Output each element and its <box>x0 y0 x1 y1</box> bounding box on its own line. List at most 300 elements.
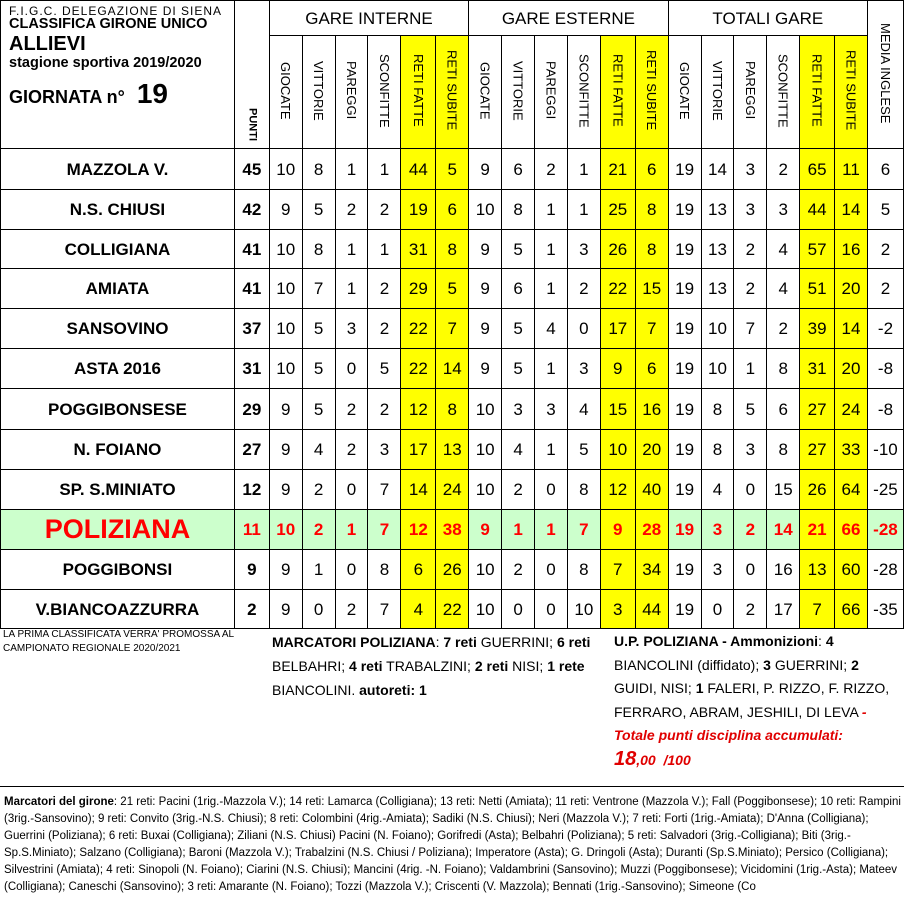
team-name: V.BIANCOAZZURRA <box>1 590 235 629</box>
away-stat-cell: 8 <box>635 190 668 230</box>
tot-stat-cell: 13 <box>701 269 734 309</box>
media-inglese-cell: -35 <box>867 590 903 629</box>
tot-stat-cell: 2 <box>734 510 767 550</box>
home-stat-cell: 29 <box>401 269 436 309</box>
home-stat-cell: 7 <box>368 470 401 510</box>
league-scorers: Marcatori del girone: 21 reti: Pacini (1rig.-Mazzola V.); 14 reti: Lamarca (Colligiana); 13 reti: Netti (Amiata); 11 reti: Ventrone (Mazzola V.); Fall (Poggibonsese); 10 reti: Rampini (3rig.-Sansovino); 9 reti: Convito (3rig.-N.S. Chiusi); 8 reti: Colombini (4rig.-Amiata); Sadiki (N.S. Chiusi); Neri (Mazzola V.); 7 reti: Forti (1rig.-Amiata); D'Anna (Colligiana); Guerrini (Poliziana); 6 reti: Buxai (Colligiana); Ziliani (N.S. Chiusi) Pacini (N. Foiano); Gorifredi (Asta); Belbahri (Poliziana); 5 reti: Salvadori (3rig.-Colligiana); Biti (3rig.-Sp.S.Miniato); Salzano (Colligiana); Baroni (Mazzola V.); Trabalzini (N.S. Chiusi / Poliziana); Imperatore (Asta); G. Dringoli (Asta); Duranti (Sp.S.Miniato); Persico (Colligiana); Silvestrini (Amiata); 4 reti: Sinopoli (N. Foiano); Ciarini (N.S. Chiusi); Mancini (4rig. -N. Foiano); Valdambrini (Sansovino); Muzzi (Poggibonsese); Vicidomini (1rig.-Asta); Mateev (Colligiana); Caneschi (Sansovino); 3 reti: Amarante (N. Foiano); Tozzi (Mazzola V.); Criscenti (V. Mazzola); Bennati (1rig.-Sansovino); Simeone (Co <box>4 796 901 893</box>
away-stat-cell: 0 <box>502 590 535 629</box>
home-stat-cell: 0 <box>335 550 368 590</box>
away-stat-cell: 9 <box>600 349 635 389</box>
home-stat-cell: 9 <box>269 590 302 629</box>
away-stat-cell: 25 <box>600 190 635 230</box>
media-inglese-cell: -28 <box>867 550 903 590</box>
away-stat-cell: 5 <box>502 349 535 389</box>
col-header-esterne-vittorie: VITTORIE <box>502 36 535 149</box>
table-row <box>1 389 904 430</box>
away-stat-cell: 5 <box>502 309 535 349</box>
home-stat-cell: 1 <box>335 230 368 269</box>
tot-stat-cell: 3 <box>701 510 734 550</box>
team-name: POLIZIANA <box>1 510 235 550</box>
home-stat-cell: 14 <box>436 349 469 389</box>
tot-stat-cell: 2 <box>767 149 800 190</box>
home-stat-cell: 7 <box>368 590 401 629</box>
away-stat-cell: 4 <box>535 309 568 349</box>
col-header-interne-sconfitte: SCONFITTE <box>368 36 401 149</box>
home-stat-cell: 38 <box>436 510 469 550</box>
col-header-totali-pareggi: PAREGGI <box>734 36 767 149</box>
away-stat-cell: 21 <box>600 149 635 190</box>
tot-stat-cell: 33 <box>835 430 868 470</box>
tot-stat-cell: 20 <box>835 349 868 389</box>
tot-stat-cell: 26 <box>800 470 835 510</box>
away-stat-cell: 0 <box>535 550 568 590</box>
home-stat-cell: 1 <box>368 230 401 269</box>
tot-stat-cell: 16 <box>835 230 868 269</box>
group-gare-esterne: GARE ESTERNE <box>469 1 668 36</box>
media-inglese-cell: 6 <box>867 149 903 190</box>
table-row <box>1 430 904 470</box>
tot-stat-cell: 19 <box>668 149 701 190</box>
tot-stat-cell: 13 <box>800 550 835 590</box>
home-stat-cell: 5 <box>436 269 469 309</box>
away-stat-cell: 1 <box>535 349 568 389</box>
away-stat-cell: 9 <box>469 510 502 550</box>
home-stat-cell: 6 <box>436 190 469 230</box>
media-inglese-cell: -28 <box>867 510 903 550</box>
home-stat-cell: 44 <box>401 149 436 190</box>
tot-stat-cell: 66 <box>835 590 868 629</box>
away-stat-cell: 3 <box>567 230 600 269</box>
away-stat-cell: 9 <box>469 349 502 389</box>
home-stat-cell: 8 <box>436 230 469 269</box>
team-points: 27 <box>234 430 269 470</box>
home-stat-cell: 10 <box>269 269 302 309</box>
team-name: AMIATA <box>1 269 235 309</box>
tot-stat-cell: 2 <box>734 269 767 309</box>
away-stat-cell: 10 <box>567 590 600 629</box>
tot-stat-cell: 65 <box>800 149 835 190</box>
media-inglese-cell: -10 <box>867 430 903 470</box>
away-stat-cell: 34 <box>635 550 668 590</box>
home-stat-cell: 22 <box>401 309 436 349</box>
home-stat-cell: 10 <box>269 510 302 550</box>
team-name: N. FOIANO <box>1 430 235 470</box>
home-stat-cell: 2 <box>368 309 401 349</box>
away-stat-cell: 8 <box>567 550 600 590</box>
home-stat-cell: 8 <box>368 550 401 590</box>
col-header-esterne-sconfitte: SCONFITTE <box>567 36 600 149</box>
home-stat-cell: 2 <box>302 510 335 550</box>
home-stat-cell: 5 <box>302 190 335 230</box>
group-totali-gare: TOTALI GARE <box>668 1 867 36</box>
tot-stat-cell: 5 <box>734 389 767 430</box>
tot-stat-cell: 19 <box>668 470 701 510</box>
home-stat-cell: 9 <box>269 430 302 470</box>
home-stat-cell: 5 <box>302 349 335 389</box>
season-label: stagione sportiva 2019/2020 <box>9 54 202 71</box>
home-stat-cell: 8 <box>302 149 335 190</box>
away-stat-cell: 0 <box>567 309 600 349</box>
team-points: 42 <box>234 190 269 230</box>
tot-stat-cell: 44 <box>800 190 835 230</box>
tot-stat-cell: 8 <box>701 430 734 470</box>
away-stat-cell: 40 <box>635 470 668 510</box>
home-stat-cell: 24 <box>436 470 469 510</box>
tot-stat-cell: 66 <box>835 510 868 550</box>
home-stat-cell: 7 <box>436 309 469 349</box>
home-stat-cell: 3 <box>368 430 401 470</box>
home-stat-cell: 9 <box>269 550 302 590</box>
tot-stat-cell: 3 <box>701 550 734 590</box>
home-stat-cell: 2 <box>302 470 335 510</box>
team-name: ASTA 2016 <box>1 349 235 389</box>
away-stat-cell: 3 <box>567 349 600 389</box>
tot-stat-cell: 60 <box>835 550 868 590</box>
tot-stat-cell: 0 <box>734 550 767 590</box>
tot-stat-cell: 14 <box>835 309 868 349</box>
col-header-totali-reti-subite: RETI SUBITE <box>835 36 868 149</box>
away-stat-cell: 17 <box>600 309 635 349</box>
home-stat-cell: 9 <box>269 190 302 230</box>
tot-stat-cell: 8 <box>701 389 734 430</box>
home-stat-cell: 13 <box>436 430 469 470</box>
col-header-interne-reti-fatte: RETI FATTE <box>401 36 436 149</box>
home-stat-cell: 1 <box>335 510 368 550</box>
team-points: 12 <box>234 470 269 510</box>
col-header-media: MEDIA INGLESE <box>867 1 903 149</box>
away-stat-cell: 2 <box>567 269 600 309</box>
tot-stat-cell: 4 <box>701 470 734 510</box>
home-stat-cell: 8 <box>436 389 469 430</box>
team-name: POGGIBONSESE <box>1 389 235 430</box>
away-stat-cell: 22 <box>600 269 635 309</box>
tot-stat-cell: 13 <box>701 230 734 269</box>
divider <box>0 786 904 787</box>
group-gare-interne: GARE INTERNE <box>269 1 468 36</box>
tot-stat-cell: 11 <box>835 149 868 190</box>
away-stat-cell: 16 <box>635 389 668 430</box>
team-name: MAZZOLA V. <box>1 149 235 190</box>
home-stat-cell: 0 <box>302 590 335 629</box>
home-stat-cell: 6 <box>401 550 436 590</box>
home-stat-cell: 19 <box>401 190 436 230</box>
col-header-totali-reti-fatte: RETI FATTE <box>800 36 835 149</box>
away-stat-cell: 6 <box>635 149 668 190</box>
home-stat-cell: 14 <box>401 470 436 510</box>
tot-stat-cell: 14 <box>767 510 800 550</box>
tot-stat-cell: 19 <box>668 389 701 430</box>
home-stat-cell: 7 <box>368 510 401 550</box>
table-row <box>1 190 904 230</box>
team-points: 9 <box>234 550 269 590</box>
tot-stat-cell: 19 <box>668 230 701 269</box>
away-stat-cell: 7 <box>600 550 635 590</box>
tot-stat-cell: 4 <box>767 230 800 269</box>
promotion-footnote: LA PRIMA CLASSIFICATA VERRA' PROMOSSA AL CAMPIONATO REGIONALE 2020/2021 <box>3 629 234 654</box>
home-stat-cell: 22 <box>436 590 469 629</box>
poliziana-bookings: U.P. POLIZIANA - Ammonizioni: 4 BIANCOLINI (diffidato); 3 GUERRINI; 2 GUIDI, NISI; 1 FALERI, P. RIZZO, F. RIZZO, FERRARO, ABRAM, JESHILI, DI LEVA - Totale punti disciplina accumulati: 18,00 /100 <box>614 633 890 770</box>
media-inglese-cell: 2 <box>867 269 903 309</box>
away-stat-cell: 8 <box>502 190 535 230</box>
home-stat-cell: 10 <box>269 149 302 190</box>
tot-stat-cell: 3 <box>734 430 767 470</box>
away-stat-cell: 9 <box>469 309 502 349</box>
away-stat-cell: 10 <box>469 550 502 590</box>
championship-title: CLASSIFICA GIRONE UNICO <box>9 16 208 32</box>
tot-stat-cell: 6 <box>767 389 800 430</box>
tot-stat-cell: 3 <box>734 149 767 190</box>
tot-stat-cell: 2 <box>767 309 800 349</box>
col-header-interne-vittorie: VITTORIE <box>302 36 335 149</box>
table-row <box>1 510 904 550</box>
media-inglese-cell: 5 <box>867 190 903 230</box>
away-stat-cell: 1 <box>535 430 568 470</box>
tot-stat-cell: 7 <box>734 309 767 349</box>
home-stat-cell: 0 <box>335 349 368 389</box>
away-stat-cell: 1 <box>567 190 600 230</box>
home-stat-cell: 1 <box>335 269 368 309</box>
tot-stat-cell: 14 <box>835 190 868 230</box>
away-stat-cell: 8 <box>567 470 600 510</box>
away-stat-cell: 3 <box>600 590 635 629</box>
away-stat-cell: 15 <box>600 389 635 430</box>
away-stat-cell: 9 <box>469 230 502 269</box>
tot-stat-cell: 3 <box>734 190 767 230</box>
away-stat-cell: 26 <box>600 230 635 269</box>
header-box <box>1 1 235 149</box>
media-inglese-cell: -25 <box>867 470 903 510</box>
tot-stat-cell: 19 <box>668 349 701 389</box>
tot-stat-cell: 7 <box>800 590 835 629</box>
tot-stat-cell: 27 <box>800 389 835 430</box>
away-stat-cell: 5 <box>502 230 535 269</box>
tot-stat-cell: 3 <box>767 190 800 230</box>
media-inglese-cell: 2 <box>867 230 903 269</box>
away-stat-cell: 2 <box>502 550 535 590</box>
away-stat-cell: 3 <box>502 389 535 430</box>
tot-stat-cell: 39 <box>800 309 835 349</box>
away-stat-cell: 15 <box>635 269 668 309</box>
away-stat-cell: 6 <box>635 349 668 389</box>
team-points: 41 <box>234 230 269 269</box>
away-stat-cell: 10 <box>469 190 502 230</box>
giornata-number: 19 <box>136 78 169 109</box>
table-row <box>1 230 904 269</box>
table-row <box>1 349 904 389</box>
home-stat-cell: 7 <box>302 269 335 309</box>
home-stat-cell: 0 <box>335 470 368 510</box>
away-stat-cell: 0 <box>535 590 568 629</box>
home-stat-cell: 10 <box>269 230 302 269</box>
col-header-interne-giocate: GIOCATE <box>269 36 302 149</box>
tot-stat-cell: 19 <box>668 510 701 550</box>
home-stat-cell: 2 <box>368 190 401 230</box>
tot-stat-cell: 1 <box>734 349 767 389</box>
tot-stat-cell: 19 <box>668 550 701 590</box>
tot-stat-cell: 17 <box>767 590 800 629</box>
tot-stat-cell: 21 <box>800 510 835 550</box>
home-stat-cell: 1 <box>335 149 368 190</box>
tot-stat-cell: 19 <box>668 309 701 349</box>
media-inglese-cell: -2 <box>867 309 903 349</box>
home-stat-cell: 1 <box>302 550 335 590</box>
away-stat-cell: 4 <box>567 389 600 430</box>
tot-stat-cell: 64 <box>835 470 868 510</box>
away-stat-cell: 4 <box>502 430 535 470</box>
table-row <box>1 550 904 590</box>
tot-stat-cell: 8 <box>767 430 800 470</box>
discipline-points: - Totale punti disciplina accumulati: 18,00 /100 <box>614 703 867 770</box>
col-header-interne-pareggi: PAREGGI <box>335 36 368 149</box>
away-stat-cell: 10 <box>469 470 502 510</box>
home-stat-cell: 10 <box>269 309 302 349</box>
tot-stat-cell: 51 <box>800 269 835 309</box>
team-points: 37 <box>234 309 269 349</box>
col-header-esterne-giocate: GIOCATE <box>469 36 502 149</box>
away-stat-cell: 28 <box>635 510 668 550</box>
team-points: 45 <box>234 149 269 190</box>
col-header-totali-sconfitte: SCONFITTE <box>767 36 800 149</box>
home-stat-cell: 2 <box>335 430 368 470</box>
home-stat-cell: 3 <box>335 309 368 349</box>
tot-stat-cell: 0 <box>701 590 734 629</box>
tot-stat-cell: 31 <box>800 349 835 389</box>
team-name: SP. S.MINIATO <box>1 470 235 510</box>
away-stat-cell: 9 <box>600 510 635 550</box>
home-stat-cell: 2 <box>335 389 368 430</box>
away-stat-cell: 1 <box>567 149 600 190</box>
home-stat-cell: 2 <box>368 269 401 309</box>
home-stat-cell: 8 <box>302 230 335 269</box>
table-row <box>1 470 904 510</box>
away-stat-cell: 1 <box>535 230 568 269</box>
col-header-esterne-reti-fatte: RETI FATTE <box>600 36 635 149</box>
tot-stat-cell: 27 <box>800 430 835 470</box>
away-stat-cell: 20 <box>635 430 668 470</box>
team-points: 11 <box>234 510 269 550</box>
home-stat-cell: 5 <box>302 309 335 349</box>
away-stat-cell: 1 <box>535 510 568 550</box>
away-stat-cell: 44 <box>635 590 668 629</box>
tot-stat-cell: 8 <box>767 349 800 389</box>
tot-stat-cell: 19 <box>668 590 701 629</box>
media-inglese-cell: -8 <box>867 349 903 389</box>
away-stat-cell: 2 <box>502 470 535 510</box>
away-stat-cell: 2 <box>535 149 568 190</box>
away-stat-cell: 1 <box>535 269 568 309</box>
tot-stat-cell: 0 <box>734 470 767 510</box>
away-stat-cell: 10 <box>600 430 635 470</box>
away-stat-cell: 7 <box>567 510 600 550</box>
tot-stat-cell: 19 <box>668 190 701 230</box>
away-stat-cell: 9 <box>469 269 502 309</box>
home-stat-cell: 4 <box>401 590 436 629</box>
tot-stat-cell: 16 <box>767 550 800 590</box>
tot-stat-cell: 19 <box>668 430 701 470</box>
tot-stat-cell: 15 <box>767 470 800 510</box>
home-stat-cell: 22 <box>401 349 436 389</box>
team-name: SANSOVINO <box>1 309 235 349</box>
home-stat-cell: 12 <box>401 389 436 430</box>
tot-stat-cell: 24 <box>835 389 868 430</box>
home-stat-cell: 9 <box>269 389 302 430</box>
away-stat-cell: 9 <box>469 149 502 190</box>
away-stat-cell: 7 <box>635 309 668 349</box>
col-header-totali-vittorie: VITTORIE <box>701 36 734 149</box>
home-stat-cell: 1 <box>368 149 401 190</box>
team-points: 2 <box>234 590 269 629</box>
tot-stat-cell: 4 <box>767 269 800 309</box>
home-stat-cell: 2 <box>335 190 368 230</box>
tot-stat-cell: 19 <box>668 269 701 309</box>
tot-stat-cell: 2 <box>734 590 767 629</box>
away-stat-cell: 6 <box>502 269 535 309</box>
home-stat-cell: 5 <box>302 389 335 430</box>
home-stat-cell: 2 <box>335 590 368 629</box>
away-stat-cell: 1 <box>535 190 568 230</box>
home-stat-cell: 31 <box>401 230 436 269</box>
category-title: ALLIEVI <box>9 32 86 55</box>
home-stat-cell: 26 <box>436 550 469 590</box>
home-stat-cell: 5 <box>368 349 401 389</box>
away-stat-cell: 6 <box>502 149 535 190</box>
giornata-label: GIORNATA n° 19 <box>9 78 169 109</box>
away-stat-cell: 8 <box>635 230 668 269</box>
away-stat-cell: 3 <box>535 389 568 430</box>
away-stat-cell: 10 <box>469 430 502 470</box>
tot-stat-cell: 10 <box>701 309 734 349</box>
team-name: N.S. CHIUSI <box>1 190 235 230</box>
col-header-totali-giocate: GIOCATE <box>668 36 701 149</box>
col-header-esterne-reti-subite: RETI SUBITE <box>635 36 668 149</box>
team-name: COLLIGIANA <box>1 230 235 269</box>
tot-stat-cell: 14 <box>701 149 734 190</box>
tot-stat-cell: 2 <box>734 230 767 269</box>
tot-stat-cell: 57 <box>800 230 835 269</box>
poliziana-scorers: MARCATORI POLIZIANA: 7 reti GUERRINI; 6 reti BELBAHRI; 4 reti TRABALZINI; 2 reti NISI; 1 rete BIANCOLINI. autoreti: 1 <box>272 634 591 698</box>
media-inglese-cell: -8 <box>867 389 903 430</box>
away-stat-cell: 10 <box>469 590 502 629</box>
away-stat-cell: 12 <box>600 470 635 510</box>
tot-stat-cell: 10 <box>701 349 734 389</box>
team-points: 29 <box>234 389 269 430</box>
away-stat-cell: 0 <box>535 470 568 510</box>
away-stat-cell: 1 <box>502 510 535 550</box>
home-stat-cell: 17 <box>401 430 436 470</box>
table-row <box>1 149 904 190</box>
home-stat-cell: 10 <box>269 349 302 389</box>
home-stat-cell: 9 <box>269 470 302 510</box>
home-stat-cell: 2 <box>368 389 401 430</box>
home-stat-cell: 4 <box>302 430 335 470</box>
col-header-interne-reti-subite: RETI SUBITE <box>436 36 469 149</box>
col-header-esterne-pareggi: PAREGGI <box>535 36 568 149</box>
away-stat-cell: 10 <box>469 389 502 430</box>
home-stat-cell: 12 <box>401 510 436 550</box>
col-header-punti: PUNTI <box>234 1 269 149</box>
home-stat-cell: 5 <box>436 149 469 190</box>
table-row <box>1 590 904 629</box>
away-stat-cell: 5 <box>567 430 600 470</box>
table-row <box>1 269 904 309</box>
team-points: 41 <box>234 269 269 309</box>
tot-stat-cell: 13 <box>701 190 734 230</box>
team-name: POGGIBONSI <box>1 550 235 590</box>
table-row <box>1 309 904 349</box>
delegation-title: F.I.G.C. DELEGAZIONE DI SIENA <box>9 4 223 18</box>
tot-stat-cell: 20 <box>835 269 868 309</box>
team-points: 31 <box>234 349 269 389</box>
